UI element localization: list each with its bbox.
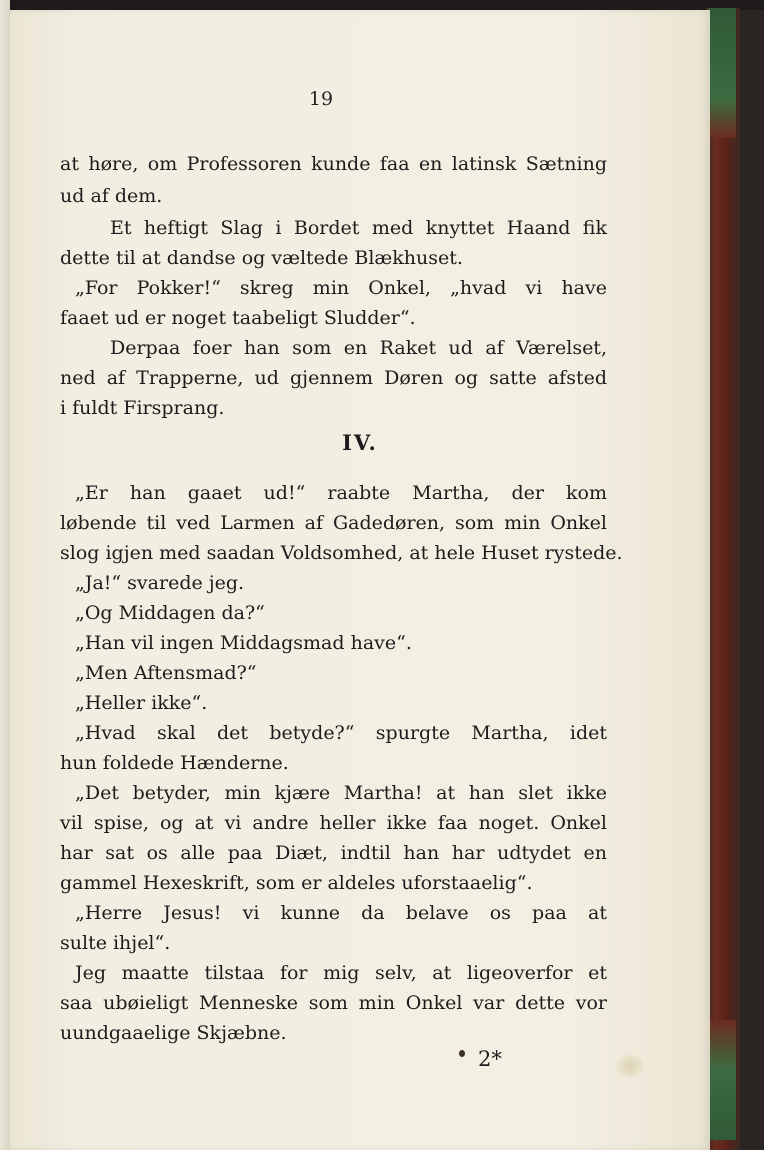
text-line: Jeg maatte tilstaa for mig selv, at ligeoverfor et bbox=[75, 962, 607, 984]
signature-mark: 2* bbox=[478, 1047, 502, 1071]
text-line: „Det betyder, min kjære Martha! at han slet ikke bbox=[75, 782, 607, 804]
text-line: „Herre Jesus! vi kunne da belave os paa at bbox=[75, 902, 607, 924]
text-line: slog igjen med saadan Voldsomhed, at hele Huset rystede. bbox=[60, 542, 623, 564]
text-line: sulte ihjel“. bbox=[60, 932, 171, 954]
text-line: „Han vil ingen Middagsmad have“. bbox=[75, 632, 412, 654]
spine-cloth-top bbox=[708, 8, 736, 138]
left-margin-edge bbox=[0, 0, 10, 1150]
text-line: ned af Trapperne, ud gjennem Døren og satte afsted bbox=[60, 367, 607, 389]
text-line: uundgaaelige Skjæbne. bbox=[60, 1022, 287, 1044]
text-line: saa ubøieligt Menneske som min Onkel var dette vor bbox=[60, 992, 607, 1014]
text-line: Et heftigt Slag i Bordet med knyttet Haand fik bbox=[110, 217, 607, 239]
text-line: at høre, om Professoren kunde faa en latinsk Sætning bbox=[60, 153, 607, 175]
text-line: ud af dem. bbox=[60, 185, 163, 207]
text-line: „Er han gaaet ud!“ raabte Martha, der kom bbox=[75, 482, 607, 504]
text-line: gammel Hexeskrift, som er aldeles uforstaaelig“. bbox=[60, 872, 533, 894]
text-line: „Heller ikke“. bbox=[75, 692, 208, 714]
text-line: har sat os alle paa Diæt, indtil han har udtydet en bbox=[60, 842, 607, 864]
text-line: i fuldt Firsprang. bbox=[60, 397, 225, 419]
text-line: „Ja!“ svarede jeg. bbox=[75, 572, 245, 594]
foxing-stain bbox=[616, 1055, 644, 1077]
text-line: „Og Middagen da?“ bbox=[75, 602, 265, 624]
top-edge bbox=[0, 0, 764, 10]
page-number: 19 bbox=[308, 88, 334, 110]
text-line: „Hvad skal det betyde?“ spurgte Martha, idet bbox=[75, 722, 607, 744]
text-line: Derpaa foer han som en Raket ud af Værelset, bbox=[110, 337, 607, 359]
text-line: faaet ud er noget taabeligt Sludder“. bbox=[60, 307, 416, 329]
text-line: „Men Aftensmad?“ bbox=[75, 662, 257, 684]
chapter-heading: IV. bbox=[342, 430, 378, 455]
text-line: vil spise, og at vi andre heller ikke faa noget. Onkel bbox=[60, 812, 607, 834]
ink-dot bbox=[459, 1050, 465, 1057]
book-spine bbox=[706, 8, 740, 1150]
text-line: løbende til ved Larmen af Gadedøren, som min Onkel bbox=[60, 512, 607, 534]
book-page bbox=[10, 10, 710, 1150]
spine-cloth-bottom bbox=[708, 1020, 736, 1140]
text-line: „For Pokker!“ skreg min Onkel, „hvad vi have bbox=[75, 277, 607, 299]
text-line: hun foldede Hænderne. bbox=[60, 752, 289, 774]
text-line: dette til at dandse og væltede Blækhuset. bbox=[60, 247, 463, 269]
